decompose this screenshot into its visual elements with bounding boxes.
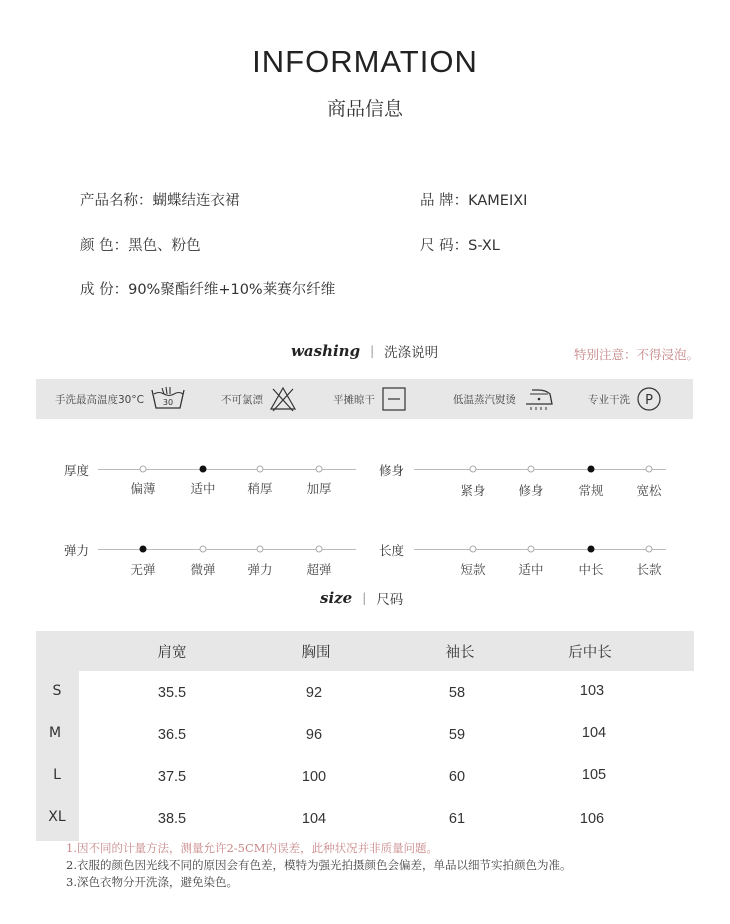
washing-script-label: washing [291,342,361,360]
size-heading [320,588,403,608]
table-cell: 104 [301,811,327,827]
scale-label-stretch: 弹力 [64,543,90,558]
table-cell: 38.5 [157,811,187,827]
dry-clean-letter: P [645,393,653,408]
dry-clean-icon [636,386,662,412]
table-cell: 60 [448,769,466,785]
table-cell: 35.5 [157,685,187,701]
scale-dot [257,466,264,473]
note-measurement: 1.因不同的计量方法，测量允许2-5CM内误差，此种状况并非质量问题。 [66,841,439,855]
wash-item-label: 手洗最高温度30°C [55,393,144,406]
page-subtitle: 商品信息 [326,98,403,120]
table-cell: 103 [579,683,605,699]
note-wash-separately: 3.深色衣物分开洗涤，避免染色。 [66,875,238,889]
scale-option: 常规 [578,483,604,498]
note-color-difference: 2.衣服的颜色因光线不同的原因会有色差，模特为强光拍摄颜色会偏差，单品以细节实拍颜色为准。 [66,858,572,872]
wash-item-label: 不可氯漂 [221,393,263,406]
table-cell: 37.5 [157,769,187,785]
heading-divider: | [370,344,375,358]
scale-option: 超弹 [306,562,332,577]
scale-dot [646,466,653,473]
scale-dot [316,546,323,553]
scale-option: 无弹 [130,562,156,577]
heading-divider: | [362,591,367,605]
scale-label-fit: 修身 [379,463,405,478]
scale-option: 紧身 [460,483,486,498]
wash-item-label: 专业干洗 [588,393,630,406]
scale-dot [470,466,477,473]
no-bleach-icon [269,386,297,412]
scale-option: 修身 [518,483,544,498]
scale-line-length [414,549,666,550]
scale-dot-selected [588,466,595,473]
table-cell: 92 [305,685,323,701]
product-color: 颜 色：黑色、粉色 [80,238,201,254]
scale-option: 微弹 [190,562,216,577]
scale-option: 偏薄 [130,481,156,496]
wash-item-low-iron [453,384,556,414]
wash-item-flat-dry [333,384,407,414]
table-row-size: S [52,683,62,699]
table-cell: 36.5 [157,727,187,743]
scale-line-fit [414,469,666,470]
hand-wash-temp: 30 [162,398,174,407]
scale-dot [140,466,147,473]
scale-option: 加厚 [306,481,332,496]
low-iron-icon [522,386,556,412]
table-cell: 104 [581,725,607,741]
table-cell: 105 [581,767,607,783]
product-name: 产品名称：蝴蝶结连衣裙 [80,193,240,209]
scale-option: 宽松 [636,483,662,498]
washing-heading [291,341,438,361]
table-row-size: L [53,767,61,783]
wash-item-no-bleach [221,384,297,414]
product-material: 成 份：90%聚酯纤维+10%莱赛尔纤维 [80,282,336,298]
scale-dot [257,546,264,553]
washing-warning: 特别注意：不得浸泡。 [574,347,700,362]
table-cell: 96 [305,727,323,743]
scale-label-length: 长度 [379,543,405,558]
hand-wash-icon [150,386,186,412]
wash-item-label: 平摊晾干 [333,393,375,406]
scale-option: 适中 [190,481,216,496]
table-cell: 61 [448,811,466,827]
scale-dot [646,546,653,553]
table-header-sleeve: 袖长 [445,645,475,661]
table-cell: 100 [301,769,327,785]
table-header-shoulder: 肩宽 [157,645,187,661]
product-brand: 品 牌：KAMEIXI [420,193,528,209]
table-header-bust: 胸围 [301,645,331,661]
scale-dot-selected [588,546,595,553]
scale-dot [528,546,535,553]
scale-dot [470,546,477,553]
wash-item-dry-clean [588,384,662,414]
table-header-length: 后中长 [568,645,612,661]
scale-option: 长款 [636,562,662,577]
scale-dot [200,546,207,553]
wash-item-hand-wash [55,384,186,414]
table-cell: 106 [579,811,605,827]
product-size-range: 尺 码：S-XL [420,238,500,254]
scale-label-thickness: 厚度 [64,463,90,478]
scale-option: 中长 [578,562,604,577]
scale-dot-selected [140,546,147,553]
table-row-size: M [48,725,62,741]
scale-option: 适中 [518,562,544,577]
scale-dot [528,466,535,473]
scale-dot [316,466,323,473]
scale-option: 短款 [460,562,486,577]
scale-dot-selected [200,466,207,473]
size-script-label: size [320,589,353,607]
scale-option: 弹力 [247,562,273,577]
page-title: INFORMATION [252,44,478,79]
washing-heading-cn: 洗涤说明 [384,345,439,361]
table-cell: 58 [448,685,466,701]
table-row-size: XL [48,809,66,825]
size-heading-cn: 尺码 [376,592,404,608]
wash-item-label: 低温蒸汽熨烫 [453,393,516,406]
table-cell: 59 [448,727,466,743]
scale-option: 稍厚 [247,481,273,496]
flat-dry-icon [381,386,407,412]
